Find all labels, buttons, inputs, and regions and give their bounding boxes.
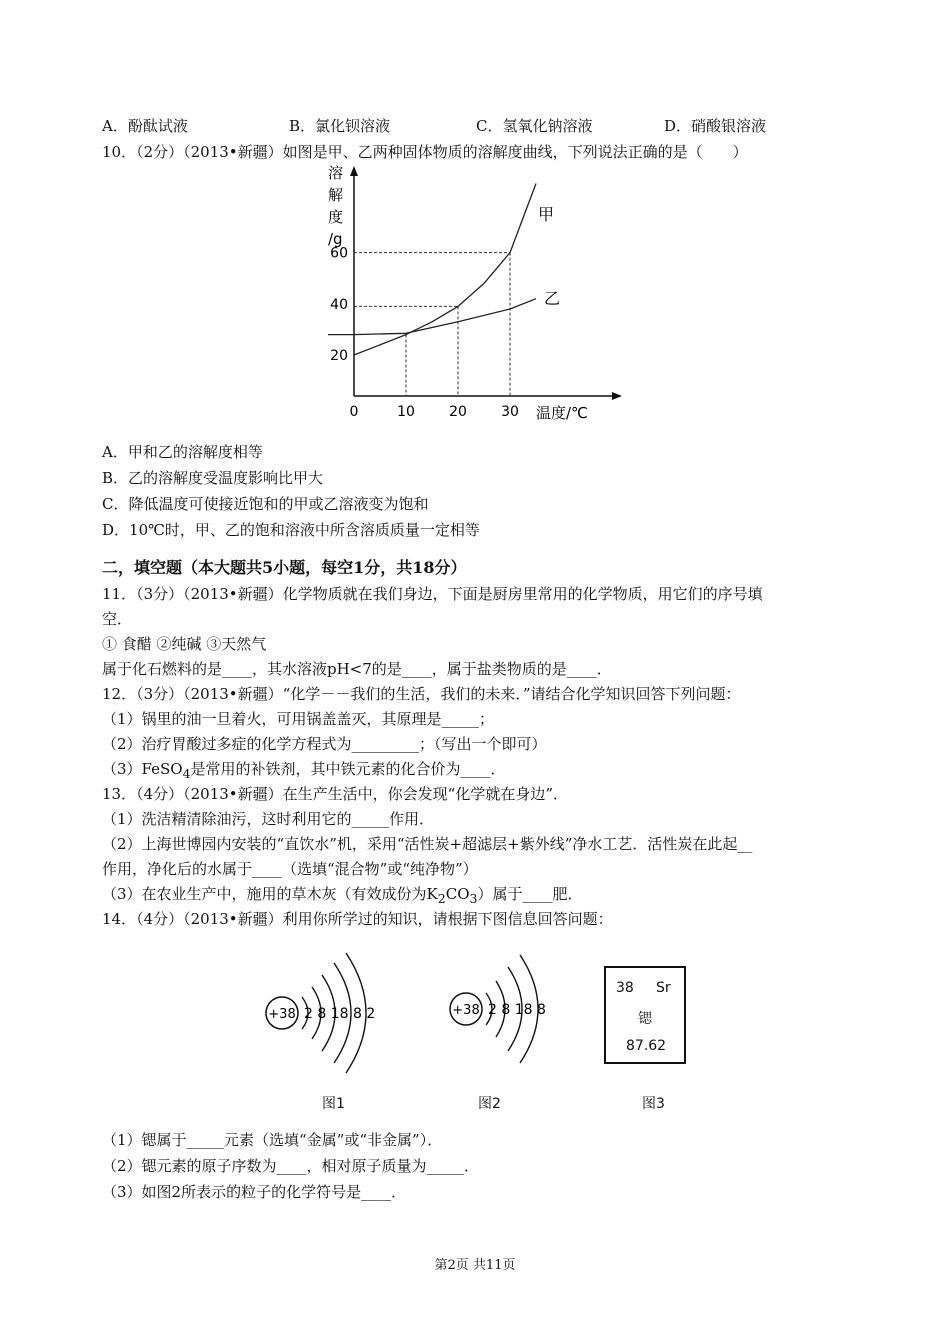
- q14-part3: （3）如图2所表示的粒子的化学符号是____．: [102, 1183, 407, 1201]
- x-tick-label-30: 30: [501, 404, 519, 420]
- fig2-shell-electrons: 2 8 18 8: [488, 1002, 546, 1018]
- series-curve-1: [354, 184, 536, 356]
- q11-stem-line1: 11．（3分）（2013•新疆）化学物质就在我们身边，下面是厨房里常用的化学物质，用它们的序号填: [102, 585, 763, 603]
- fig1-label: 图1: [322, 1096, 345, 1112]
- q10-option-b: B．乙的溶解度受温度影响比甲大: [102, 469, 324, 487]
- q10-option-d: D．10℃时，甲、乙的饱和溶液中所含溶质质量一定相等: [102, 521, 480, 539]
- q9-option-c: C．氢氧化钠溶液: [476, 117, 593, 135]
- q10-stem: 10．（2分）（2013•新疆）如图是甲、乙两种固体物质的溶解度曲线，下列说法正确的是（ ）: [102, 143, 748, 161]
- y-axis-label-char: /g: [328, 230, 343, 248]
- chart-axes: [350, 166, 622, 400]
- x-axis-label: 温度/℃: [536, 404, 588, 422]
- chart-curves: [328, 184, 536, 356]
- q9-option-b: B．氯化钡溶液: [289, 117, 391, 135]
- q10-option-a: A．甲和乙的溶解度相等: [102, 443, 263, 461]
- y-axis-label-char: 溶: [328, 164, 344, 182]
- q14-stem: 14．（4分）（2013•新疆）利用你所学过的知识，请根据下图信息回答问题：: [102, 910, 613, 928]
- series-curve-2: [328, 296, 536, 335]
- figure1-atom-structure: [262, 945, 402, 1075]
- figure3-element-cell: [604, 966, 686, 1064]
- fig3-element-name: 锶: [638, 1011, 652, 1027]
- page-footer: 第2页 共11页: [434, 1258, 516, 1273]
- fig2-nucleus-text: +38: [452, 1003, 480, 1018]
- q13-part2-line1: （2）上海世博园内安装的“直饮水”机，采用“活性炭+超滤层+紫外线”净水工艺．活性炭在此起__: [102, 835, 753, 853]
- chart-guides: [354, 253, 510, 396]
- y-tick-label-20: 20: [330, 348, 348, 365]
- q11-question: 属于化石燃料的是____，其水溶液pH<7的是____，属于盐类物质的是____．: [102, 660, 612, 678]
- q13-part1: （1）洗洁精清除油污，这时利用它的_____作用．: [102, 810, 435, 828]
- y-tick-label-60: 60: [330, 245, 348, 262]
- q12-stem: 12．（3分）（2013•新疆）“化学－－我们的生活，我们的未来．”请结合化学知识回答下列问题：: [102, 685, 741, 703]
- fig3-atomic-mass: 87.62: [626, 1038, 667, 1054]
- q11-stem-line2: 空．: [102, 610, 133, 628]
- q12-part3: （3）FeSO$_4$是常用的补铁剂，其中铁元素的化合价为____．: [102, 760, 506, 781]
- fig2-label: 图2: [478, 1096, 501, 1112]
- y-axis-label-char: 度: [328, 208, 344, 226]
- x-tick-label-20: 20: [449, 404, 467, 420]
- series-label-2: 乙: [544, 289, 561, 308]
- fig3-label: 图3: [642, 1096, 665, 1112]
- x-axis-arrow: [612, 392, 622, 400]
- q11-items: ① 食醋 ②纯碱 ③天然气: [102, 635, 267, 653]
- q12-part2: （2）治疗胃酸过多症的化学方程式为_________；（写出一个即可）: [102, 735, 547, 753]
- y-axis-label-char: 解: [328, 186, 344, 204]
- q12-part1: （1）锅里的油一旦着火，可用锅盖盖灭，其原理是_____；: [102, 710, 495, 728]
- q14-part1: （1）锶属于_____元素（选填“金属”或“非金属”）．: [102, 1131, 443, 1149]
- fig1-shell-electrons: 2 8 18 8 2: [304, 1006, 376, 1022]
- x-tick-label-10: 10: [397, 404, 415, 420]
- q13-part3: （3）在农业生产中，施用的草木灰（有效成份为$K_2CO_3$）属于____肥．: [102, 885, 583, 906]
- section2-title: 二，填空题（本大题共5小题，每空1分，共18分）: [102, 558, 467, 577]
- x-tick-label-0: 0: [349, 404, 359, 420]
- q9-option-d: D．硝酸银溶液: [664, 117, 767, 135]
- fig1-nucleus-text: +38: [268, 1007, 296, 1022]
- q13-stem: 13．（4分）（2013•新疆）在生产生活中，你会发现“化学就在身边”．: [102, 785, 568, 803]
- y-tick-label-40: 40: [330, 296, 348, 313]
- series-label-1: 甲: [538, 205, 555, 224]
- figure2-ion-structure: [446, 945, 576, 1075]
- fig3-symbol: Sr: [656, 980, 671, 996]
- fig3-atomic-number: 38: [616, 980, 634, 996]
- q10-option-c: C．降低温度可使接近饱和的甲或乙溶液变为饱和: [102, 495, 429, 513]
- q14-part2: （2）锶元素的原子序数为____，相对原子质量为_____．: [102, 1157, 480, 1175]
- q9-option-a: A．酚酞试液: [102, 117, 188, 135]
- solubility-chart: [320, 160, 640, 425]
- y-axis-arrow: [350, 166, 358, 176]
- q13-part2-line2: 作用，净化后的水属于____（选填“混合物”或“纯净物”）: [102, 860, 478, 878]
